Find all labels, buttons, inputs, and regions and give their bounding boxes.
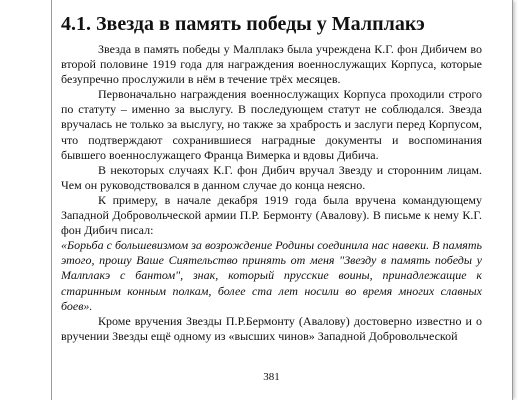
paragraph: Первоначально награждения военнослужащих Корпуса проходили строго по статуту – именно за выслугу. В последующем статут не соблюдался. Звезда вручалась не только за выслугу, но также за храбрость и заслуги перед Корпусом, что подтверждают сохранившиеся наградные документы и воспоминания бывшего военнослужащего Франца Вимерка и вдовы Дибича.: [61, 87, 482, 162]
page-title: 4.1. Звезда в память победы у Малплакэ: [61, 13, 425, 35]
document-body: [61, 42, 482, 344]
paragraph: Звезда в память победы у Малплакэ была учреждена К.Г. фон Дибичем во второй половине 1919 года для награждения военнослужащих Корпуса, которые безупречно прослужили в нём в течение трёх месяцев.: [61, 42, 482, 87]
page-number: 381: [263, 371, 280, 383]
paragraph: К примеру, в начале декабря 1919 года была вручена командующему Западной Добровольческой армии П.Р. Бермонту (Авалову). В письме к нему К.Г. фон Дибич писал:: [61, 192, 482, 238]
paragraph: Кроме вручения Звезды П.Р.Бермонту (Авалову) достоверно известно и о вручении Звезды ещё одному из «высших чинов» Западной Добровольческой: [61, 313, 482, 343]
quote-paragraph: «Борьба с большевизмом за возрождение Родины соединила нас навеки. В память этого, прошу Ваше Сиятельство принять от меня "Звезду в память победы у Малплакэ с бантом", знак, который прусские воины, принадлежащие к старинным конным полкам, более ста лет носили во время многих славных боев».: [61, 238, 482, 313]
paragraph: В некоторых случаях К.Г. фон Дибич вручал Звезду и сторонним лицам. Чем он руководствовался в данном случае до конца неясно.: [61, 162, 482, 192]
document-page: [51, 0, 513, 400]
